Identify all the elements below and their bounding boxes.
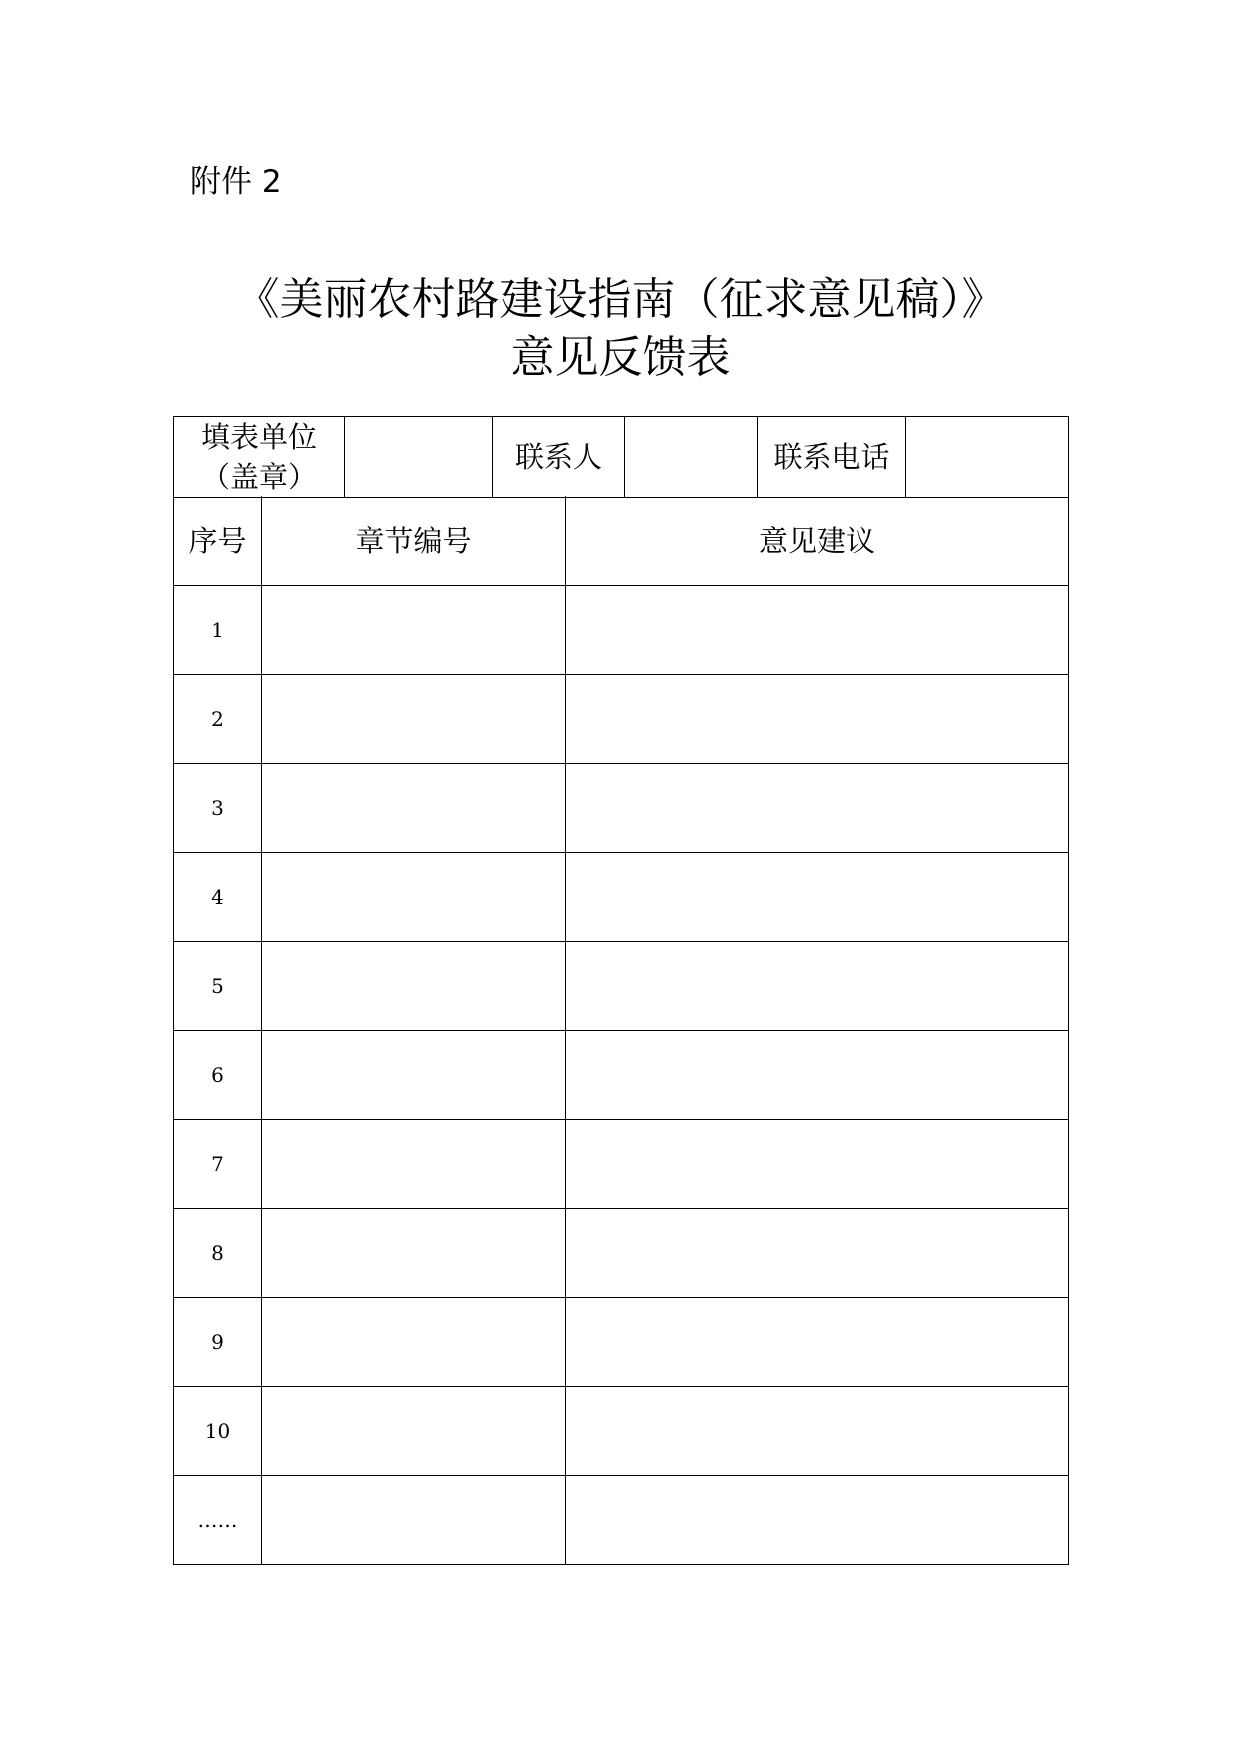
- table-header-row: [174, 496, 1069, 586]
- row-number: ……: [174, 1476, 262, 1565]
- opinion-field[interactable]: [566, 675, 1069, 764]
- phone-label: 联系电话: [758, 417, 906, 498]
- table-row: [174, 586, 1069, 675]
- unit-label-cell: [174, 417, 345, 498]
- opinion-field[interactable]: [566, 1031, 1069, 1120]
- chapter-number-field[interactable]: [262, 1387, 566, 1476]
- table-row: [174, 1476, 1069, 1565]
- unit-value-field[interactable]: [345, 417, 493, 498]
- header-opinion: 意见建议: [566, 496, 1069, 586]
- opinion-field[interactable]: [566, 1120, 1069, 1209]
- opinion-field[interactable]: [566, 1209, 1069, 1298]
- info-row: [174, 417, 1069, 498]
- row-number: 6: [174, 1031, 262, 1120]
- header-serial-number: 序号: [174, 496, 262, 586]
- row-number: 9: [174, 1298, 262, 1387]
- seal-label: （盖章）: [200, 460, 317, 494]
- opinion-field[interactable]: [566, 1298, 1069, 1387]
- document-subtitle: 意见反馈表: [510, 332, 731, 383]
- table-row: [174, 764, 1069, 853]
- table-row: [174, 853, 1069, 942]
- attachment-label: 附件 2: [190, 164, 282, 200]
- chapter-number-field[interactable]: [262, 764, 566, 853]
- chapter-number-field[interactable]: [262, 942, 566, 1031]
- row-number: 7: [174, 1120, 262, 1209]
- row-number: 10: [174, 1387, 262, 1476]
- table-row: [174, 1209, 1069, 1298]
- table-row: [174, 1031, 1069, 1120]
- feedback-table: [173, 496, 1069, 1565]
- phone-value-field[interactable]: [906, 417, 1069, 498]
- opinion-field[interactable]: [566, 1476, 1069, 1565]
- chapter-number-field[interactable]: [262, 1120, 566, 1209]
- header-chapter-number: 章节编号: [262, 496, 566, 586]
- table-row: [174, 1298, 1069, 1387]
- row-number: 5: [174, 942, 262, 1031]
- chapter-number-field[interactable]: [262, 1209, 566, 1298]
- chapter-number-field[interactable]: [262, 675, 566, 764]
- chapter-number-field[interactable]: [262, 1298, 566, 1387]
- row-number: 2: [174, 675, 262, 764]
- contact-value-field[interactable]: [625, 417, 758, 498]
- unit-label: 填表单位: [200, 420, 317, 454]
- table-row: [174, 942, 1069, 1031]
- row-number: 8: [174, 1209, 262, 1298]
- table-row: [174, 1120, 1069, 1209]
- opinion-field[interactable]: [566, 764, 1069, 853]
- table-row: [174, 675, 1069, 764]
- info-table: [173, 416, 1069, 498]
- row-number: 3: [174, 764, 262, 853]
- opinion-field[interactable]: [566, 1387, 1069, 1476]
- document-title: 《美丽农村路建设指南（征求意见稿）》: [235, 274, 1006, 325]
- row-number: 1: [174, 586, 262, 675]
- chapter-number-field[interactable]: [262, 586, 566, 675]
- opinion-field[interactable]: [566, 586, 1069, 675]
- row-number: 4: [174, 853, 262, 942]
- table-row: [174, 1387, 1069, 1476]
- chapter-number-field[interactable]: [262, 1031, 566, 1120]
- chapter-number-field[interactable]: [262, 853, 566, 942]
- contact-label: 联系人: [493, 417, 625, 498]
- opinion-field[interactable]: [566, 853, 1069, 942]
- opinion-field[interactable]: [566, 942, 1069, 1031]
- chapter-number-field[interactable]: [262, 1476, 566, 1565]
